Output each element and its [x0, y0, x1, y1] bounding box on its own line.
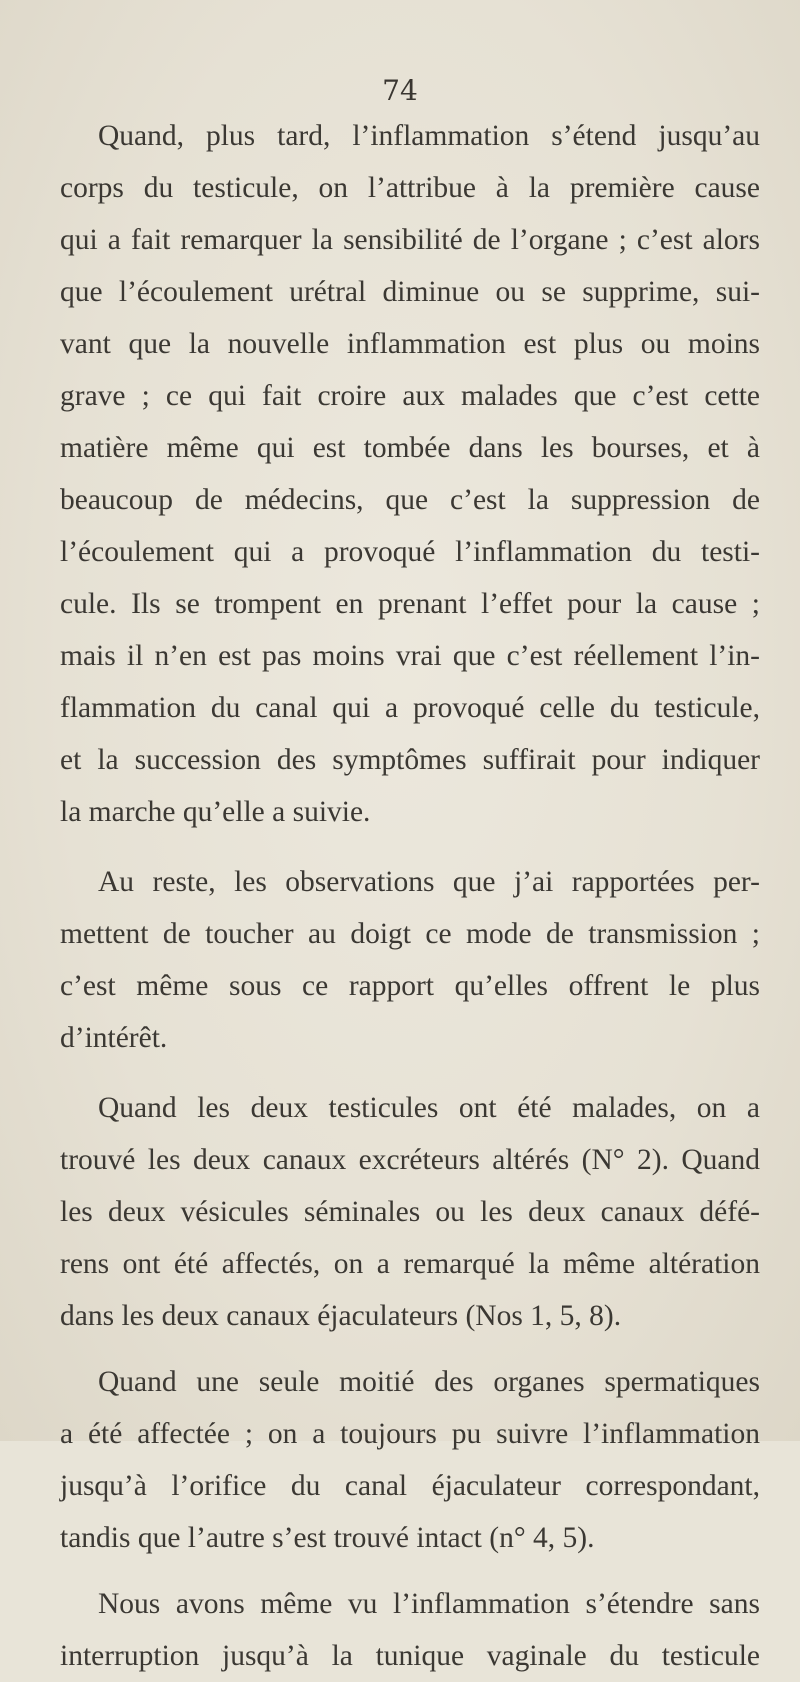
text-line: jusqu’à l’orifice du canal éjaculateur correspondant, [60, 1470, 760, 1502]
text-line: Quand, plus tard, l’inflammation s’étend jusqu’au [98, 120, 760, 152]
text-line: dans les deux canaux éjaculateurs (Nos 1, 5, 8). [60, 1300, 622, 1332]
text-line: mettent de toucher au doigt ce mode de transmission ; [60, 918, 760, 950]
text-line: Nous avons même vu l’inflammation s’étendre sans [98, 1588, 760, 1620]
text-line: a été affectée ; on a toujours pu suivre l’inflammation [60, 1418, 760, 1450]
text-line: qui a fait remarquer la sensibilité de l’organe ; c’est alors [60, 224, 760, 256]
body-text [60, 110, 760, 1682]
text-line: Au reste, les observations que j’ai rapportées per- [98, 866, 760, 898]
text-line: Quand une seule moitié des organes spermatiques [98, 1366, 760, 1398]
paragraph-gap [60, 1064, 760, 1082]
text-line: mais il n’en est pas moins vrai que c’est réellement l’in- [60, 640, 760, 672]
text-line: interruption jusqu’à la tunique vaginale du testicule [60, 1640, 760, 1672]
paragraph-5 [60, 1578, 760, 1682]
text-line: que l’écoulement urétral diminue ou se supprime, sui- [60, 276, 760, 308]
text-line: vant que la nouvelle inflammation est plus ou moins [60, 328, 760, 360]
paragraph-gap [60, 838, 760, 856]
text-line: corps du testicule, on l’attribue à la première cause [60, 172, 760, 204]
text-line: d’intérêt. [60, 1022, 168, 1054]
paragraph-3 [60, 1082, 760, 1342]
text-line: c’est même sous ce rapport qu’elles offrent le plus [60, 970, 760, 1002]
paragraph-2 [60, 856, 760, 1064]
paragraph-gap [60, 1564, 760, 1578]
paragraph-1 [60, 110, 760, 838]
text-line: la marche qu’elle a suivie. [60, 796, 371, 828]
text-line: tandis que l’autre s’est trouvé intact (n° 4, 5). [60, 1522, 595, 1554]
text-line: cule. Ils se trompent en prenant l’effet pour la cause ; [60, 588, 760, 620]
text-line: rens ont été affectés, on a remarqué la même altération [60, 1248, 760, 1280]
paragraph-gap [60, 1342, 760, 1356]
text-line: les deux vésicules séminales ou les deux canaux défé- [60, 1196, 760, 1228]
text-line: grave ; ce qui fait croire aux malades que c’est cette [60, 380, 760, 412]
text-line: trouvé les deux canaux excréteurs altérés (N° 2). Quand [60, 1144, 760, 1176]
text-line: beaucoup de médecins, que c’est la suppression de [60, 484, 760, 516]
text-line: et la succession des symptômes suffirait pour indiquer [60, 744, 760, 776]
text-line: l’écoulement qui a provoqué l’inflammation du testi- [60, 536, 760, 568]
paragraph-4 [60, 1356, 760, 1564]
text-line: Quand les deux testicules ont été malades, on a [98, 1092, 760, 1124]
text-line: flammation du canal qui a provoqué celle du testicule, [60, 692, 760, 724]
page-number: 74 [382, 74, 418, 107]
text-line: matière même qui est tombée dans les bourses, et à [60, 432, 760, 464]
